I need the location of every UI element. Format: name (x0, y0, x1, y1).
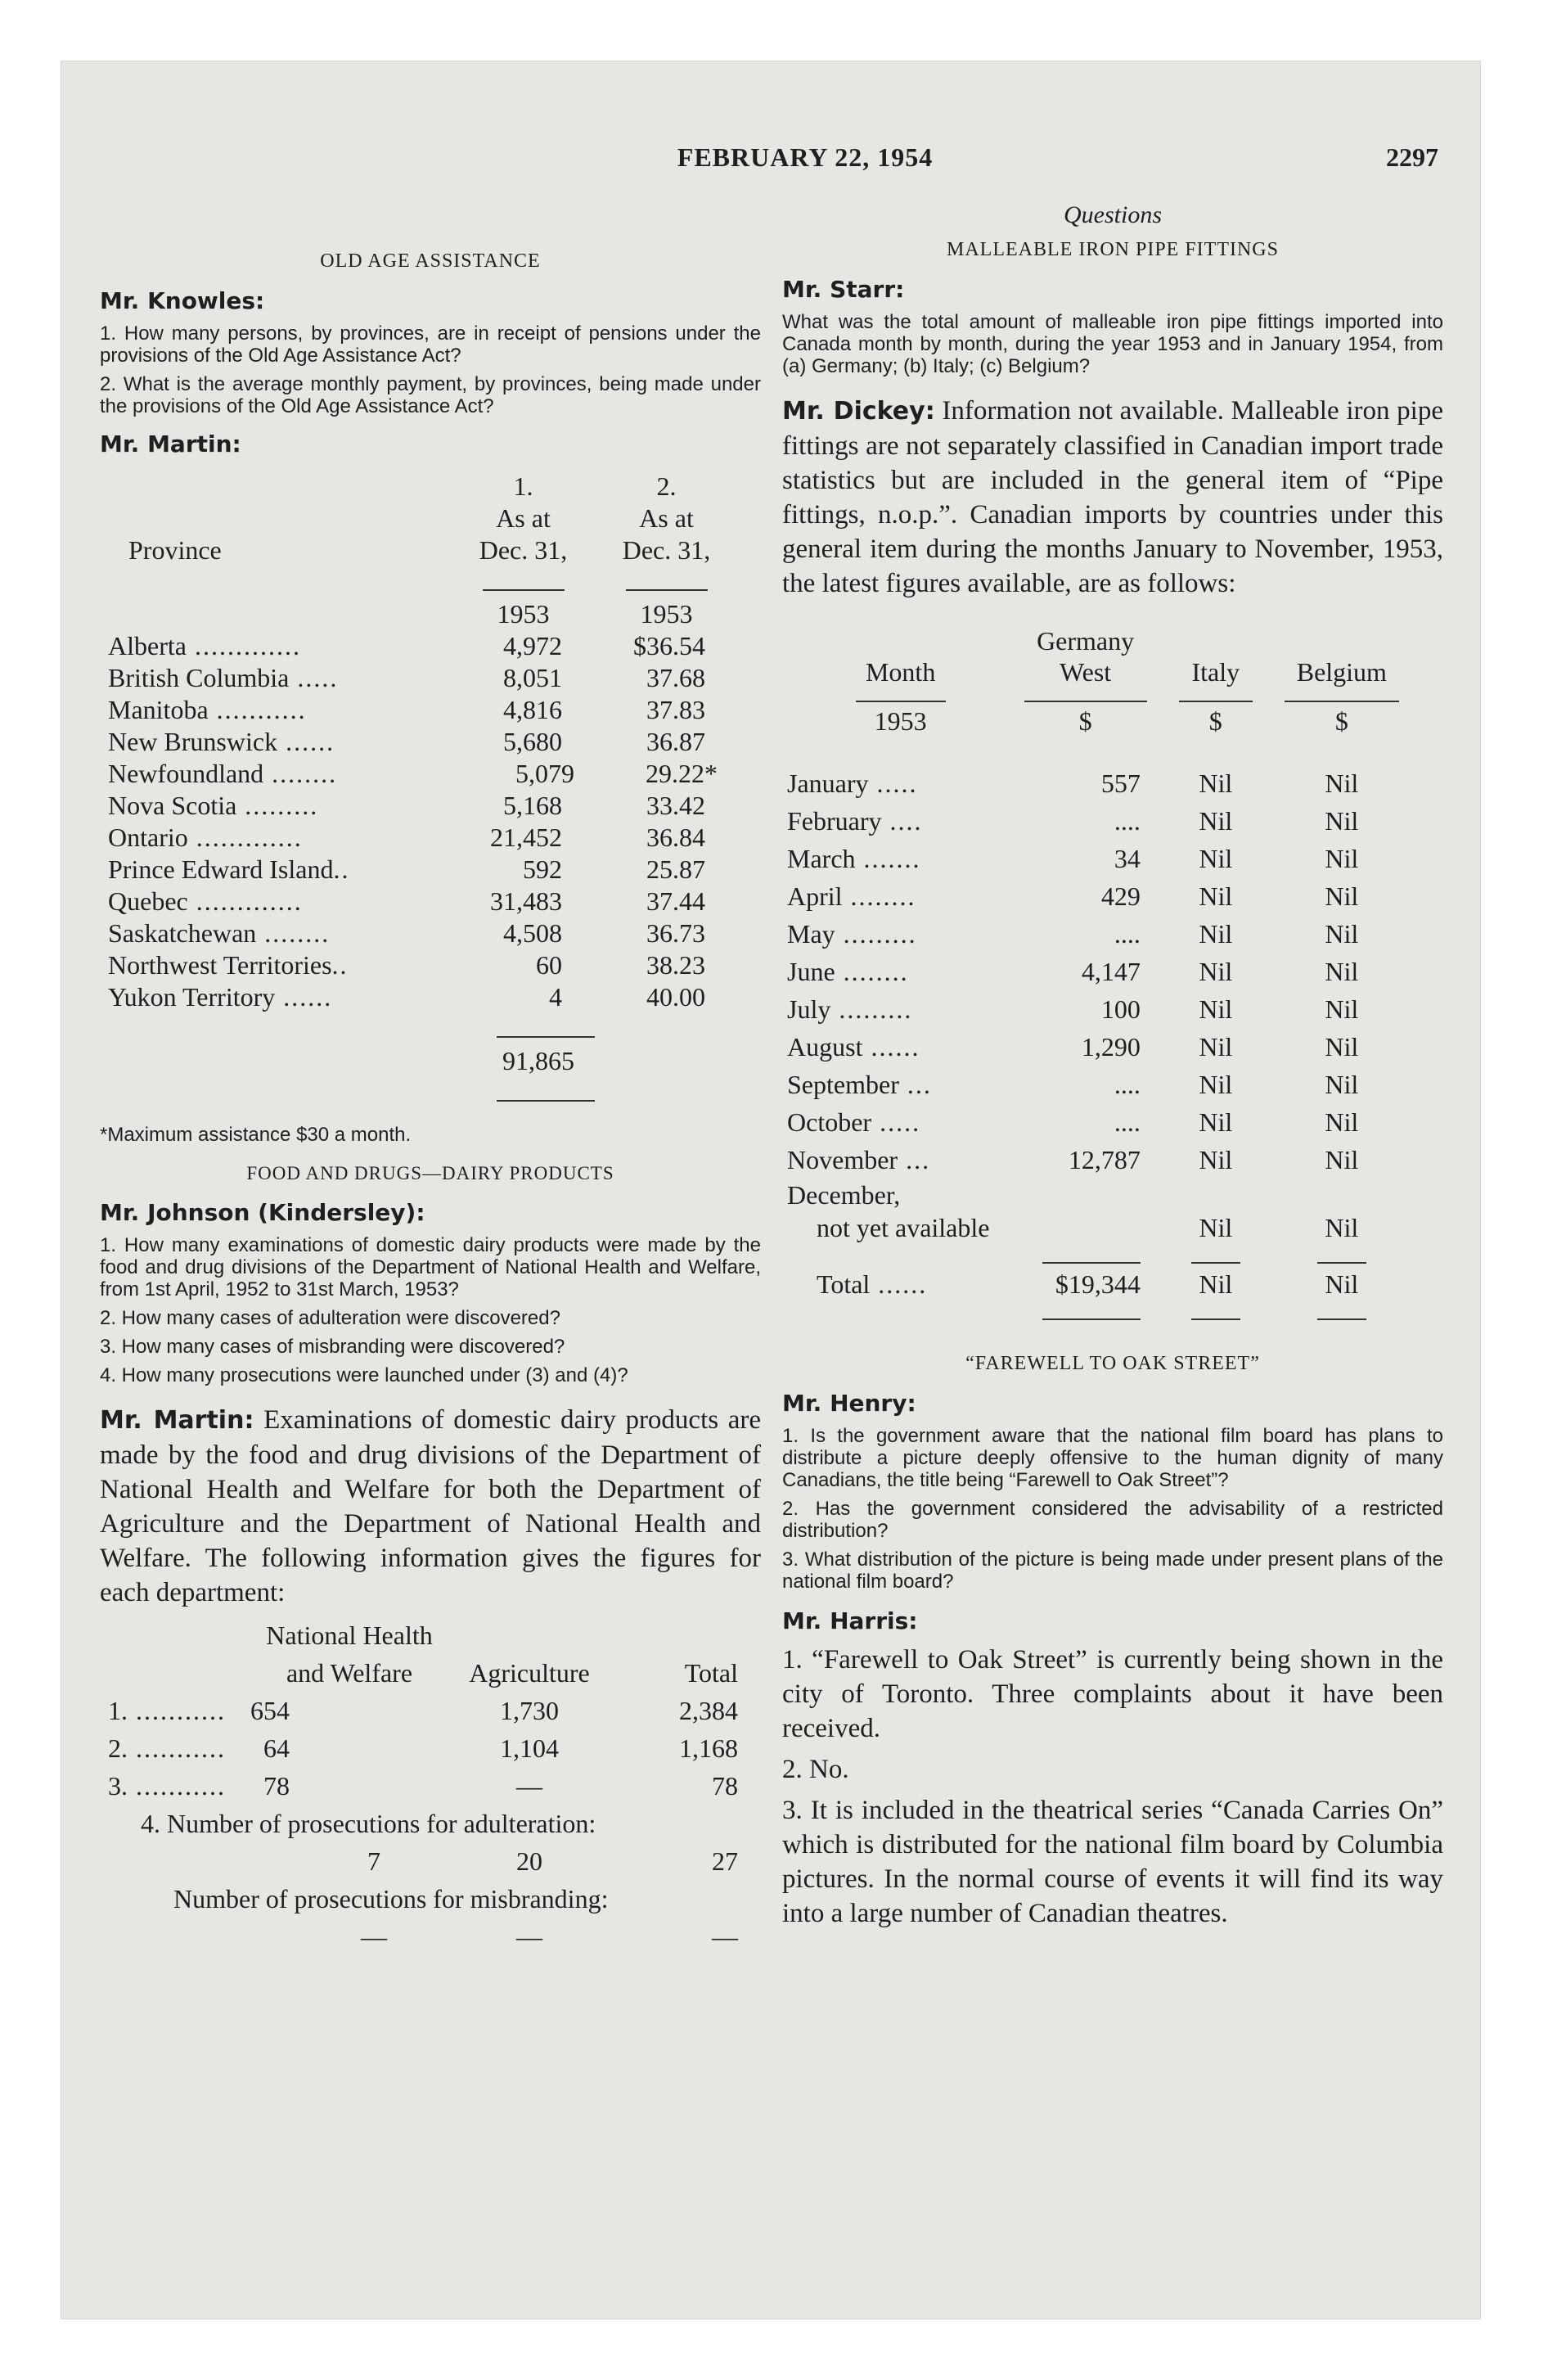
dairy-table (108, 1616, 738, 1955)
leader-dots: ...... (862, 1032, 920, 1062)
speaker-martin: Mr. Martin: (100, 430, 241, 458)
nh-value: 64 (263, 1733, 290, 1763)
speaker-starr: Mr. Starr: (782, 276, 905, 303)
question-4: 4. How many prosecutions were launched under (3) and (4)? (100, 1364, 628, 1386)
total-germany: $19,344 (1055, 1269, 1141, 1299)
leader-dots: ......... (830, 994, 913, 1024)
leader-dots: ..... (868, 769, 918, 798)
table-row (108, 662, 738, 694)
leader-dots: ........... (128, 1733, 226, 1763)
month-name: April (787, 881, 843, 911)
col-nh-line2: and Welfare (286, 1658, 413, 1688)
table-row (108, 854, 738, 886)
persons-value: 4 (549, 982, 562, 1012)
adulteration-nh: 7 (367, 1846, 380, 1876)
germany-value: 34 (1114, 844, 1141, 873)
payment-value: 37.44 (646, 886, 705, 916)
germany-value: .... (1114, 806, 1141, 836)
imports-table (787, 625, 1409, 1320)
row-label: 1. (108, 1696, 128, 1725)
table-row (108, 917, 738, 949)
section-title-old-age: OLD AGE ASSISTANCE (320, 250, 541, 272)
adulteration-ag: 20 (516, 1846, 542, 1876)
december-note: not yet available (817, 1213, 990, 1242)
table-row (108, 726, 738, 758)
col-germany-line2: West (1060, 657, 1112, 687)
table-row (787, 1211, 1409, 1244)
italy-value: Nil (1199, 1145, 1233, 1174)
page (61, 61, 1481, 2319)
col-nh-line1: National Health (266, 1620, 433, 1650)
misbranding-total: — (712, 1922, 738, 1951)
leader-dots: ........ (263, 759, 338, 788)
month-name: June (787, 957, 835, 986)
speaker-johnson: Mr. Johnson (Kindersley): (100, 1199, 425, 1226)
table-row (108, 981, 738, 1013)
province-name: Nova Scotia (108, 791, 237, 820)
col-1-as-at: As at (496, 503, 551, 533)
province-header: Province (128, 535, 222, 565)
table-row-total (787, 1265, 1409, 1303)
province-name: Manitoba (108, 695, 209, 724)
province-name: Ontario (108, 823, 188, 852)
leader-dots: ............. (187, 823, 303, 852)
table-row (108, 630, 738, 662)
leader-dots: ........ (256, 918, 331, 948)
col-1-year: 1953 (497, 599, 550, 629)
question-3: 3. What distribution of the picture is being made under present plans of the national film board? (782, 1548, 1443, 1593)
germany-value: 100 (1100, 994, 1141, 1024)
nh-value: 78 (263, 1771, 290, 1801)
ag-value: 1,730 (500, 1696, 559, 1725)
leader-dots: ......... (236, 791, 319, 820)
table-row (787, 990, 1409, 1028)
total-value: 78 (712, 1771, 738, 1801)
row-label: 2. (108, 1733, 128, 1763)
table-row (787, 915, 1409, 953)
province-name: Quebec (108, 886, 188, 916)
germany-value: 4,147 (1081, 957, 1141, 986)
italy-value: Nil (1199, 844, 1233, 873)
section-title-food-drugs: FOOD AND DRUGS—DAIRY PRODUCTS (246, 1163, 614, 1183)
belgium-value: Nil (1325, 1145, 1359, 1174)
germany-value: 1,290 (1081, 1032, 1141, 1062)
col-1-date: Dec. 31, (479, 535, 568, 565)
question-text: What was the total amount of malleable iron pipe fittings imported into Canada month by month, during the year 1953 and in January 1954, from (a) Germany; (b) Italy; (c) Belgium? (782, 311, 1443, 377)
col-germany-line1: Germany (1037, 626, 1135, 656)
month-name: January (787, 769, 869, 798)
payment-value: 25.87 (646, 854, 705, 884)
leader-dots: ..... (871, 1107, 921, 1137)
persons-total: 91,865 (502, 1046, 574, 1075)
total-belgium: Nil (1325, 1269, 1359, 1299)
payment-value: 37.68 (646, 663, 705, 692)
table-row (787, 1103, 1409, 1141)
province-name: Yukon Territory (108, 982, 276, 1012)
province-name: Alberta (108, 631, 187, 660)
right-column (782, 192, 1443, 1937)
nh-value: 654 (250, 1696, 290, 1725)
italy-value: Nil (1199, 1107, 1233, 1137)
row-label: 3. (108, 1771, 128, 1801)
total-italy: Nil (1199, 1269, 1233, 1299)
speaker-harris: Mr. Harris: (782, 1607, 918, 1634)
questions-heading: Questions (1064, 201, 1162, 228)
left-column (100, 192, 761, 1955)
ag-value: 1,104 (500, 1733, 559, 1763)
table-row (108, 1692, 738, 1729)
leader-dots: ... (898, 1145, 931, 1174)
germany-value: 557 (1100, 769, 1141, 798)
payment-value: 37.83 (646, 695, 705, 724)
question-1: 1. Is the government aware that the national film board has plans to distribute a picture deeply offensive to the human dignity of many Canadians, the title being “Farewell to Oak Street”? (782, 1425, 1443, 1491)
col-total: Total (684, 1658, 738, 1688)
italy-value: Nil (1199, 806, 1233, 836)
misbranding-ag: — (516, 1922, 542, 1951)
payment-value: 36.84 (646, 823, 705, 852)
month-name: May (787, 919, 835, 949)
speaker-henry: Mr. Henry: (782, 1390, 916, 1417)
province-name: New Brunswick (108, 727, 278, 756)
province-name: Saskatchewan (108, 918, 257, 948)
province-name: Prince Edward Island (108, 854, 334, 884)
table-row (108, 1918, 738, 1955)
total-label: Total (817, 1269, 871, 1299)
speaker-dickey: Mr. Dickey: (782, 397, 935, 426)
leader-dots: ...... (277, 727, 335, 756)
section-title-farewell: “FAREWELL TO OAK STREET” (965, 1353, 1260, 1374)
col-2-date: Dec. 31, (622, 535, 711, 565)
leader-dots: ........ (835, 957, 909, 986)
col-1-number: 1. (513, 471, 533, 501)
italy-value: Nil (1199, 994, 1233, 1024)
prosecutions-adulteration-label: 4. Number of prosecutions for adulteration: (141, 1809, 596, 1838)
month-name: March (787, 844, 856, 873)
belgium-value: Nil (1325, 806, 1359, 836)
persons-value: 60 (536, 950, 562, 980)
table-row (108, 949, 738, 981)
table-row (787, 877, 1409, 915)
table-row (787, 764, 1409, 802)
col-2-number: 2. (656, 471, 677, 501)
december-belgium: Nil (1325, 1213, 1359, 1242)
persons-value: 21,452 (490, 823, 562, 852)
leader-dots: ......... (835, 919, 917, 949)
leader-dots: ... (898, 1070, 932, 1099)
leader-dots: ........ (842, 881, 916, 911)
belgium-value: Nil (1325, 957, 1359, 986)
table-row (787, 1066, 1409, 1103)
col-italy: Italy (1191, 657, 1240, 687)
leader-dots: ..... (289, 663, 339, 692)
answer-3: 3. It is included in the theatrical series “Canada Carries On” which is distributed for the national film board by Columbia pictures. In the normal course of events it will find its way into a large number of Canadian theatres. (782, 1796, 1443, 1928)
answer-paragraph (100, 1403, 761, 1610)
germany-value: 12,787 (1068, 1145, 1141, 1174)
persons-value: 5,168 (503, 791, 562, 820)
germany-value: .... (1114, 1107, 1141, 1137)
leader-dots: ........... (128, 1771, 226, 1801)
leader-dots: ....... (855, 844, 921, 873)
province-name: Northwest Territories (108, 950, 332, 980)
leader-dots: ............. (186, 631, 301, 660)
ag-value: — (516, 1771, 542, 1801)
province-name: British Columbia (108, 663, 290, 692)
payment-value: 36.73 (646, 918, 705, 948)
italy-value: Nil (1199, 1070, 1233, 1099)
table-row (108, 1729, 738, 1767)
italy-value: Nil (1199, 957, 1233, 986)
belgium-value: Nil (1325, 994, 1359, 1024)
month-name: August (787, 1032, 863, 1062)
belgium-value: Nil (1325, 919, 1359, 949)
persons-value: 8,051 (503, 663, 562, 692)
month-name: November (787, 1145, 898, 1174)
currency-belgium: $ (1334, 706, 1348, 736)
belgium-value: Nil (1325, 844, 1359, 873)
answer-text: Examinations of domestic dairy products are made by the food and drug divisions of the Department of National Health and Welfare for both the Department of Agriculture and the Department of National Health and Welfare. The following information gives the figures for each department: (100, 1405, 761, 1607)
persons-value: 4,816 (503, 695, 562, 724)
col-agriculture: Agriculture (469, 1658, 590, 1688)
province-name: Newfoundland (108, 759, 264, 788)
payment-value: 33.42 (646, 791, 705, 820)
month-name: September (787, 1070, 899, 1099)
month-name: October (787, 1107, 872, 1137)
question-2: 2. Has the government considered the advisability of a restricted distribution? (782, 1498, 1443, 1542)
december-italy: Nil (1199, 1213, 1233, 1242)
belgium-value: Nil (1325, 1070, 1359, 1099)
page-date: FEBRUARY 22, 1954 (677, 142, 934, 172)
belgium-value: Nil (1325, 1107, 1359, 1137)
payment-value: 38.23 (646, 950, 705, 980)
answer-1: 1. “Farewell to Oak Street” is currently being shown in the city of Toronto. Three complaints about it have been received. (782, 1645, 1443, 1743)
table-row (787, 1028, 1409, 1066)
speaker-martin: Mr. Martin: (100, 1406, 254, 1435)
footnote: *Maximum assistance $30 a month. (100, 1124, 412, 1146)
leader-dots: ........... (128, 1696, 226, 1725)
year-label: 1953 (874, 706, 927, 736)
question-3: 3. How many cases of misbranding were discovered? (100, 1336, 565, 1358)
question-1: 1. How many persons, by provinces, are in receipt of pensions under the provisions of the Old Age Assistance Act? (100, 322, 761, 367)
leader-dots: .... (881, 806, 923, 836)
payment-value: 40.00 (646, 982, 705, 1012)
payment-value: $36.54 (633, 631, 705, 660)
persons-value: 5,680 (503, 727, 562, 756)
payment-value: 29.22* (646, 759, 718, 788)
italy-value: Nil (1199, 881, 1233, 911)
leader-dots: ........... (208, 695, 307, 724)
answer-paragraph (782, 394, 1443, 601)
table-row (787, 1141, 1409, 1179)
old-age-table (108, 471, 738, 1109)
table-row (108, 790, 738, 822)
table-row (108, 758, 738, 790)
col-belgium: Belgium (1296, 657, 1387, 687)
leader-dots: ...... (275, 982, 333, 1012)
persons-value: 4,508 (503, 918, 562, 948)
col-2-year: 1953 (640, 599, 693, 629)
misbranding-nh: — (361, 1922, 387, 1951)
table-row (108, 694, 738, 726)
table-row (108, 1842, 738, 1880)
total-value: 2,384 (679, 1696, 738, 1725)
germany-value: 429 (1100, 881, 1141, 911)
leader-dots: .. (333, 854, 350, 884)
table-row (787, 802, 1409, 840)
page-header (61, 142, 1481, 183)
persons-value: 5,079 (515, 759, 574, 788)
page-number: 2297 (1386, 142, 1438, 172)
italy-value: Nil (1199, 919, 1233, 949)
december-label: December, (787, 1180, 901, 1210)
germany-value: .... (1114, 919, 1141, 949)
speaker-knowles: Mr. Knowles: (100, 287, 265, 314)
question-2: 2. How many cases of adulteration were discovered? (100, 1307, 560, 1329)
persons-value: 4,972 (503, 631, 562, 660)
question-2: 2. What is the average monthly payment, by provinces, being made under the provisions of the Old Age Assistance Act? (100, 373, 761, 417)
belgium-value: Nil (1325, 881, 1359, 911)
italy-value: Nil (1199, 1032, 1233, 1062)
currency-germany: $ (1078, 706, 1092, 736)
persons-value: 31,483 (490, 886, 562, 916)
belgium-value: Nil (1325, 769, 1359, 798)
belgium-value: Nil (1325, 1032, 1359, 1062)
payment-value: 36.87 (646, 727, 705, 756)
leader-dots: .. (331, 950, 349, 980)
italy-value: Nil (1199, 769, 1233, 798)
table-row (108, 822, 738, 854)
table-row (787, 840, 1409, 877)
month-name: July (787, 994, 831, 1024)
answer-2: 2. No. (782, 1755, 849, 1784)
col-month: Month (865, 657, 936, 687)
month-name: February (787, 806, 882, 836)
currency-italy: $ (1208, 706, 1222, 736)
table-row (108, 886, 738, 917)
total-value: 1,168 (679, 1733, 738, 1763)
leader-dots: ............. (187, 886, 303, 916)
leader-dots: ...... (870, 1269, 928, 1299)
col-2-as-at: As at (639, 503, 694, 533)
table-row (108, 1767, 738, 1805)
persons-value: 592 (523, 854, 562, 884)
question-1: 1. How many examinations of domestic dairy products were made by the food and drug divisions of the Department of National Health and Welfare, from 1st April, 1952 to 31st March, 1953? (100, 1234, 761, 1300)
germany-value: .... (1114, 1070, 1141, 1099)
section-title-malleable: MALLEABLE IRON PIPE FITTINGS (947, 239, 1279, 260)
table-row (787, 953, 1409, 990)
prosecutions-misbranding-label: Number of prosecutions for misbranding: (173, 1884, 609, 1913)
answer-text: Information not available. Malleable iron pipe fittings are not separately classified in Canadian import trade statistics but are included in the general item of “Pipe fittings, n.o.p.”. Canadian imports by countries under this general item during the months January to November, 1953, the latest figures available, are as follows: (782, 396, 1443, 598)
adulteration-total: 27 (712, 1846, 738, 1876)
